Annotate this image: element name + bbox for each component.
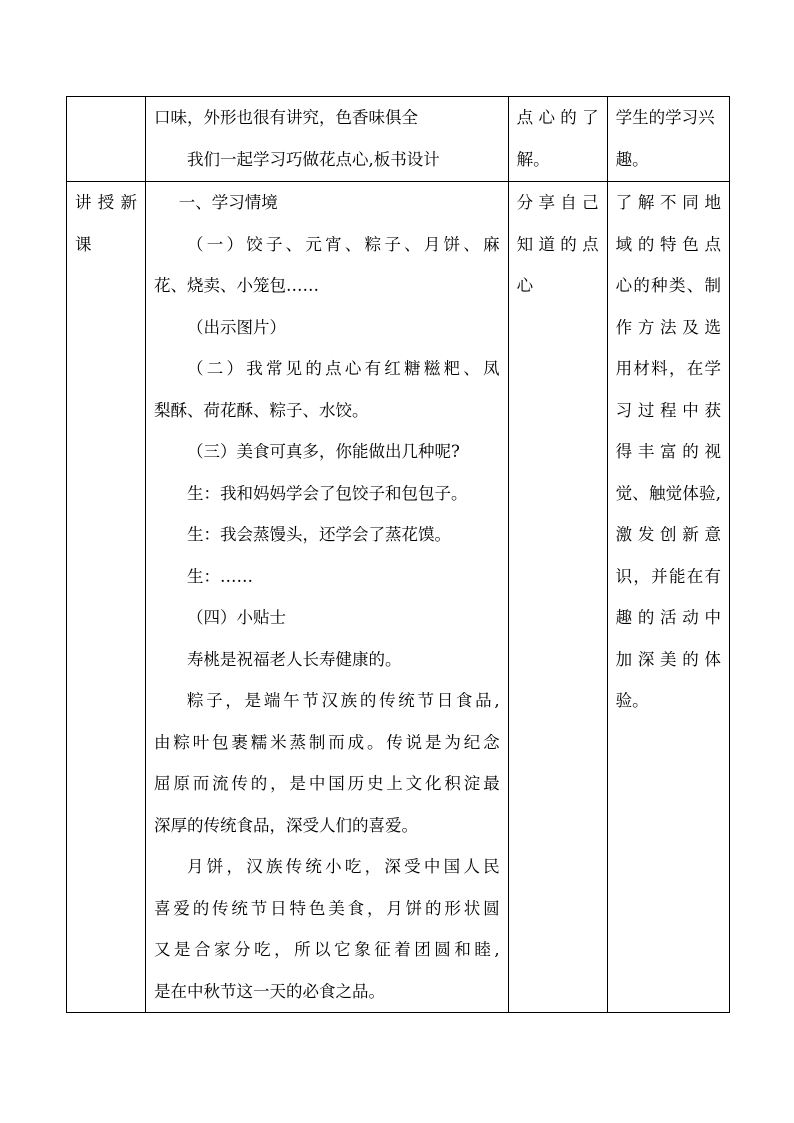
content-line: 又是合家分吃，所以它象征着团圆和睦, xyxy=(153,940,500,959)
intent-line: 加深美的体 xyxy=(615,649,721,669)
content-cell xyxy=(145,97,508,182)
content-cell xyxy=(145,182,508,1013)
content-line: 我们一起学习巧做花点心,板书设计 xyxy=(186,149,440,169)
content-line: 口味，外形也很有讲究，色香味俱全 xyxy=(153,108,418,127)
intent-line: 验。 xyxy=(615,691,649,710)
content-line: 月饼，汉族传统小吃，深受中国人民 xyxy=(186,857,500,876)
content-line: （二）我常见的点心有红糖糍粑、凤 xyxy=(186,359,500,378)
intent-line: 心的种类、制 xyxy=(615,276,721,295)
content-line: 生：我会蒸馒头，还学会了蒸花馍。 xyxy=(186,525,451,544)
section-heading: 一、学习情境 xyxy=(178,193,278,212)
content-line: 由粽叶包裹糯米蒸制而成。传说是为纪念 xyxy=(153,732,500,752)
content-line: （出示图片） xyxy=(186,317,286,337)
table-row xyxy=(67,97,730,182)
activity-line: 解。 xyxy=(516,149,550,169)
activity-line: 分享自己 xyxy=(516,193,599,212)
content-line: 粽子，是端午节汉族的传统节日食品, xyxy=(186,691,500,710)
content-line: （三）美食可真多，你能做出几种呢? xyxy=(186,442,460,461)
content-line: （四）小贴士 xyxy=(186,608,286,627)
stage-label: 课 xyxy=(75,234,92,254)
stage-cell xyxy=(67,182,146,1013)
intent-line: 激发创新意 xyxy=(615,525,721,544)
stage-cell xyxy=(67,97,146,182)
design-intent-cell xyxy=(607,182,729,1013)
intent-line: 用材料，在学 xyxy=(615,359,721,378)
content-line: 屈原而流传的，是中国历史上文化积淀最 xyxy=(153,774,500,793)
intent-line: 觉、触觉体验, xyxy=(615,483,721,503)
content-line: 是在中秋节这一天的必食之品。 xyxy=(153,981,385,1001)
content-line: 生：…… xyxy=(186,566,253,586)
design-intent-cell xyxy=(607,97,729,182)
student-activity-cell xyxy=(508,182,607,1013)
intent-line: 了解不同地 xyxy=(615,193,721,212)
content-line: 梨酥、荷花酥、粽子、水饺。 xyxy=(153,400,369,420)
student-activity-cell xyxy=(508,97,607,182)
intent-line: 域的特色点 xyxy=(615,234,721,254)
activity-line: 知道的点 xyxy=(516,234,599,254)
content-line: （一）饺子、元宵、粽子、月饼、麻 xyxy=(186,234,500,254)
content-line: 喜爱的传统节日特色美食，月饼的形状圆 xyxy=(153,898,500,918)
content-line: 生：我和妈妈学会了包饺子和包包子。 xyxy=(186,483,468,503)
table-row xyxy=(67,182,730,1013)
intent-line: 作方法及选 xyxy=(615,317,721,337)
intent-line: 趣的活动中 xyxy=(615,608,721,627)
intent-line: 学生的学习兴 xyxy=(615,108,715,127)
content-line: 寿桃是祝福老人长寿健康的。 xyxy=(186,649,402,669)
content-line: 深厚的传统食品，深受人们的喜爱。 xyxy=(153,815,418,835)
stage-label: 讲授新 xyxy=(75,193,137,212)
activity-line: 点心的了 xyxy=(516,108,599,127)
intent-line: 趣。 xyxy=(615,149,649,169)
intent-line: 得丰富的视 xyxy=(615,442,721,461)
lesson-plan-table xyxy=(66,96,730,1013)
intent-line: 习过程中获 xyxy=(615,400,721,420)
content-line: 花、烧卖、小笼包…… xyxy=(153,276,319,295)
intent-line: 识，并能在有 xyxy=(615,566,721,586)
activity-line: 心 xyxy=(516,276,534,295)
